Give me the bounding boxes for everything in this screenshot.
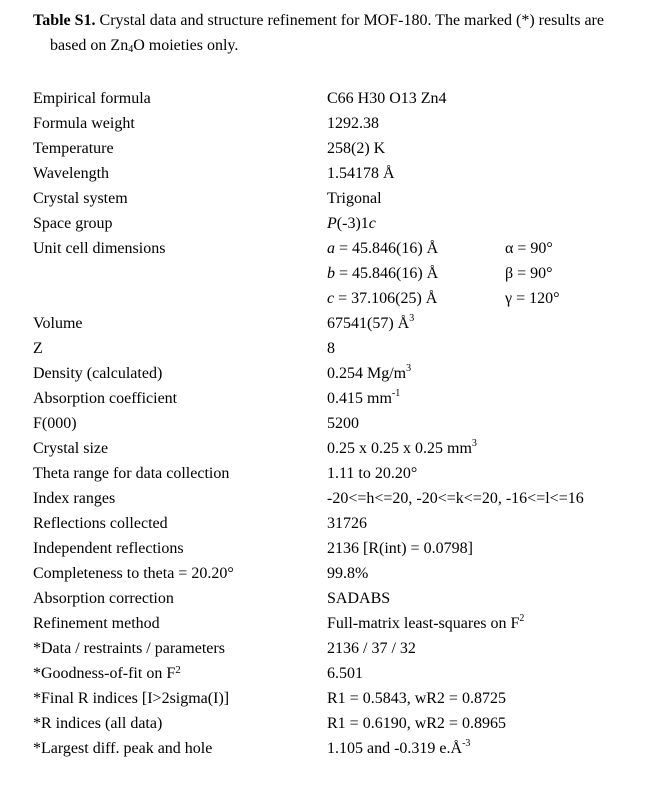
text-segment: 1292.38	[327, 115, 379, 132]
table-row	[0, 136, 652, 161]
text-segment: 2136 [R(int) = 0.0798]	[327, 540, 473, 557]
row-label	[33, 461, 229, 486]
table-row	[0, 436, 652, 461]
row-label	[33, 311, 82, 336]
row-value	[327, 461, 417, 486]
text-segment: -20<=h<=20, -20<=k<=20, -16<=l<=16	[327, 490, 584, 507]
text-segment: 6.501	[327, 665, 363, 682]
text-segment: 0.25 x 0.25 x 0.25 mm	[327, 440, 472, 457]
row-label	[33, 436, 108, 461]
table-row	[0, 561, 652, 586]
caption-text-2: based on Zn	[50, 37, 129, 54]
table-row	[0, 486, 652, 511]
text-segment: Independent reflections	[33, 540, 184, 557]
row-value	[327, 161, 395, 186]
text-segment: 31726	[327, 515, 367, 532]
text-segment: Volume	[33, 315, 83, 332]
row-value	[327, 211, 376, 236]
text-segment: SADABS	[327, 590, 391, 607]
text-segment: R1 = 0.5843, wR2 = 0.8725	[327, 690, 506, 707]
text-segment: = 45.846(16) Å	[335, 265, 439, 282]
row-value	[327, 511, 367, 536]
caption-subscript: 4	[128, 44, 134, 55]
caption-text: Crystal data and structure refinement for MOF-180. The marked (*) results are	[95, 12, 604, 29]
cell-angle: β = 90°	[505, 265, 553, 282]
table-row	[0, 511, 652, 536]
row-value	[327, 486, 584, 511]
row-value	[327, 261, 438, 286]
table-row	[0, 161, 652, 186]
text-segment: Refinement method	[33, 615, 160, 632]
row-label	[33, 411, 77, 436]
superscript: 3	[406, 363, 412, 374]
text-segment: 99.8%	[327, 565, 369, 582]
row-label	[33, 336, 43, 361]
text-segment: Absorption correction	[33, 590, 174, 607]
row-value	[327, 586, 390, 611]
text-segment: Wavelength	[33, 165, 110, 182]
text-segment: Index ranges	[33, 490, 116, 507]
row-label	[33, 661, 181, 686]
row-label	[33, 161, 109, 186]
table-row	[0, 661, 652, 686]
row-label	[33, 511, 168, 536]
row-value	[327, 361, 411, 386]
row-label	[33, 611, 160, 636]
row-value	[327, 286, 437, 311]
text-segment: Full-matrix least-squares on F	[327, 615, 520, 632]
text-segment: 8	[327, 340, 335, 357]
table-row	[0, 736, 652, 761]
row-value	[327, 611, 524, 636]
table-row	[0, 636, 652, 661]
text-segment: Trigonal	[327, 190, 382, 207]
text-segment: Crystal system	[33, 190, 128, 207]
text-segment: *Largest diff. peak and hole	[33, 740, 213, 757]
row-value	[327, 561, 368, 586]
row-label	[33, 186, 128, 211]
table-caption	[33, 8, 643, 58]
row-value	[327, 236, 438, 261]
row-value	[327, 336, 335, 361]
text-segment: Empirical formula	[33, 90, 151, 107]
table-row	[0, 586, 652, 611]
text-segment: Reflections collected	[33, 515, 168, 532]
superscript: -3	[462, 738, 471, 749]
row-value	[327, 311, 414, 336]
row-value	[327, 86, 447, 111]
text-segment: Unit cell dimensions	[33, 240, 166, 257]
row-value	[327, 436, 477, 461]
table-row	[0, 111, 652, 136]
text-segment: 5200	[327, 415, 359, 432]
row-label	[33, 86, 151, 111]
row-value	[327, 636, 416, 661]
text-segment: 0.415 mm	[327, 390, 392, 407]
table-row	[0, 386, 652, 411]
table-row	[0, 361, 652, 386]
table-row	[0, 261, 652, 286]
text-segment: 0.254 Mg/m	[327, 365, 407, 382]
row-label	[33, 736, 212, 761]
text-segment: 1.105 and -0.319 e.Å	[327, 740, 463, 757]
table-row	[0, 286, 652, 311]
row-label	[33, 711, 162, 736]
row-label	[33, 561, 234, 586]
row-label	[33, 236, 165, 261]
row-value	[327, 736, 470, 761]
text-segment: Z	[33, 340, 43, 357]
table-row	[0, 311, 652, 336]
text-segment: 258(2) K	[327, 140, 386, 157]
table-row	[0, 336, 652, 361]
text-segment: = 45.846(16) Å	[335, 240, 439, 257]
table-row	[0, 686, 652, 711]
row-label	[33, 386, 177, 411]
text-segment: Theta range for data collection	[33, 465, 230, 482]
row-value	[327, 686, 506, 711]
row-value	[327, 386, 400, 411]
text-segment: = 37.106(25) Å	[334, 290, 438, 307]
caption-text-3: O moieties only.	[133, 37, 239, 54]
text-segment: Absorption coefficient	[33, 390, 178, 407]
text-segment: R1 = 0.6190, wR2 = 0.8965	[327, 715, 506, 732]
table-row	[0, 186, 652, 211]
row-label	[33, 111, 135, 136]
text-segment: 67541(57) Å	[327, 315, 410, 332]
row-value	[327, 111, 379, 136]
row-value	[327, 536, 473, 561]
table-row	[0, 236, 652, 261]
cell-angle: α = 90°	[505, 240, 553, 257]
table-row	[0, 211, 652, 236]
table-row	[0, 461, 652, 486]
text-segment: *Goodness-of-fit on F	[33, 665, 176, 682]
italic-symbol: P	[327, 215, 337, 232]
italic-symbol: c	[368, 215, 376, 232]
text-segment: *Data / restraints / parameters	[33, 640, 225, 657]
row-label	[33, 136, 114, 161]
row-label	[33, 636, 225, 661]
text-segment: 2136 / 37 / 32	[327, 640, 416, 657]
table-row	[0, 411, 652, 436]
superscript: 2	[519, 613, 525, 624]
table-row	[0, 711, 652, 736]
text-segment: Density (calculated)	[33, 365, 163, 382]
italic-symbol: b	[327, 265, 335, 282]
row-value	[327, 661, 363, 686]
text-segment: Space group	[33, 215, 113, 232]
superscript: 2	[175, 664, 181, 676]
superscript: 3	[409, 313, 415, 324]
italic-symbol: c	[327, 290, 335, 307]
row-label	[33, 686, 229, 711]
italic-symbol: a	[327, 240, 335, 257]
table-row	[0, 86, 652, 111]
row-label	[33, 586, 174, 611]
superscript: 3	[471, 438, 477, 449]
row-value	[327, 186, 382, 211]
text-segment: Completeness to theta = 20.20°	[33, 565, 234, 582]
text-segment: (-3)1	[336, 215, 369, 232]
crystal-data-table	[0, 86, 652, 761]
row-value	[327, 136, 385, 161]
text-segment: 1.54178 Å	[327, 165, 395, 182]
row-label	[33, 211, 113, 236]
table-label: Table S1.	[33, 12, 96, 29]
text-segment: 1.11 to 20.20°	[327, 465, 418, 482]
row-label	[33, 486, 115, 511]
table-row	[0, 611, 652, 636]
text-segment: *R indices (all data)	[33, 715, 163, 732]
row-value	[327, 711, 506, 736]
text-segment: Formula weight	[33, 115, 135, 132]
row-value	[327, 411, 359, 436]
cell-angle: γ = 120°	[505, 290, 560, 307]
text-segment: Crystal size	[33, 440, 109, 457]
row-label	[33, 361, 162, 386]
text-segment: *Final R indices [I>2sigma(I)]	[33, 690, 230, 707]
text-segment: Temperature	[33, 140, 114, 157]
text-segment: C66 H30 O13 Zn4	[327, 90, 447, 107]
row-label	[33, 536, 184, 561]
text-segment: F(000)	[33, 415, 77, 432]
superscript: -1	[391, 388, 401, 399]
table-row	[0, 536, 652, 561]
